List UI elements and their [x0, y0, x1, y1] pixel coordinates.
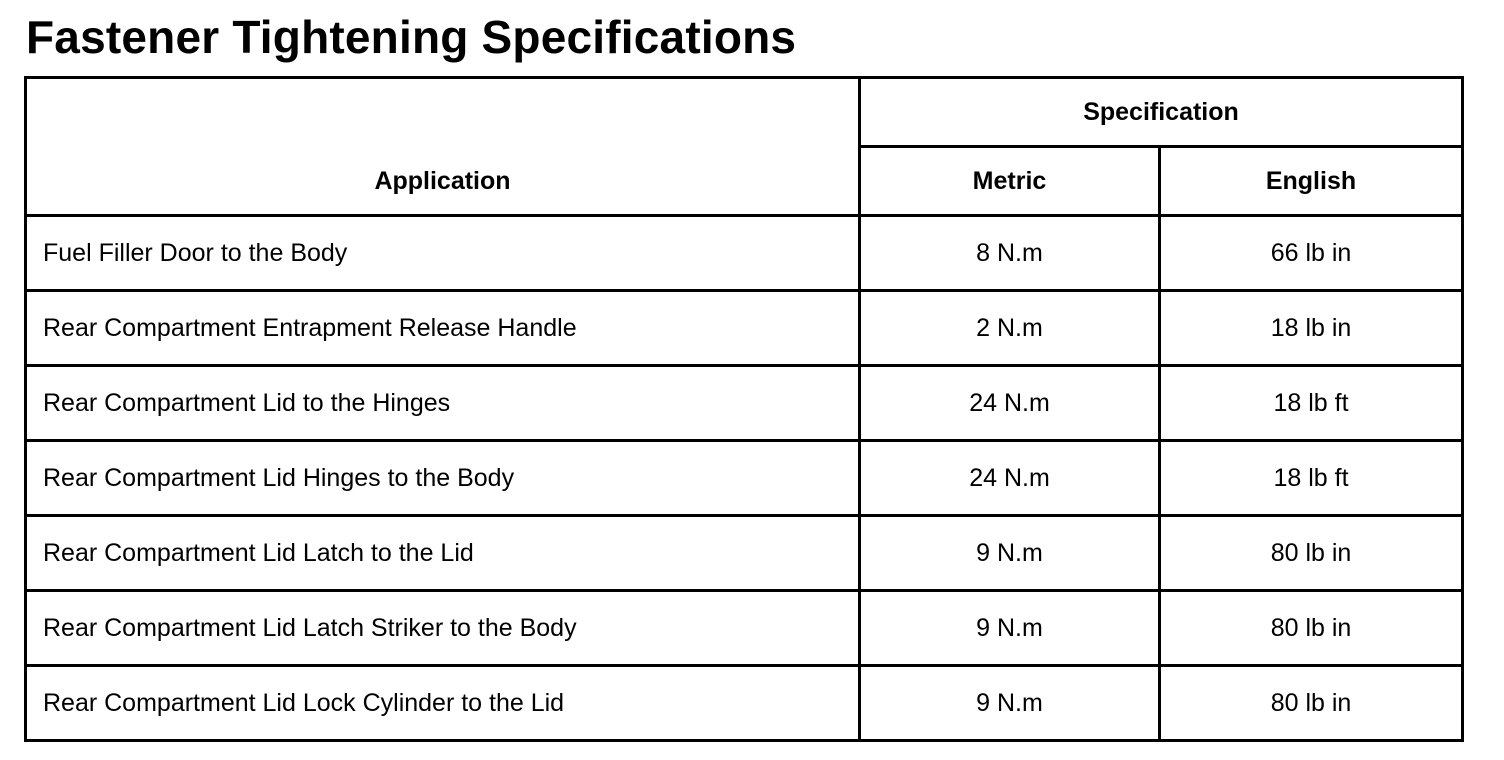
fastener-spec-table — [24, 76, 1464, 742]
metric-cell: 9 N.m — [860, 516, 1160, 591]
application-cell: Rear Compartment Lid Latch Striker to the Body — [26, 591, 860, 666]
application-cell: Rear Compartment Lid Latch to the Lid — [26, 516, 860, 591]
header-row-top — [26, 78, 1463, 147]
application-cell: Rear Compartment Lid Lock Cylinder to the Lid — [26, 666, 860, 741]
table-row — [26, 666, 1463, 741]
table-body — [26, 216, 1463, 741]
table-row — [26, 591, 1463, 666]
application-cell: Rear Compartment Entrapment Release Handle — [26, 291, 860, 366]
english-cell: 18 lb ft — [1160, 441, 1463, 516]
column-header-specification: Specification — [860, 78, 1463, 147]
table-row — [26, 516, 1463, 591]
metric-cell: 2 N.m — [860, 291, 1160, 366]
english-cell: 18 lb in — [1160, 291, 1463, 366]
metric-cell: 9 N.m — [860, 591, 1160, 666]
column-header-application: Application — [26, 78, 860, 216]
table-row — [26, 441, 1463, 516]
english-cell: 66 lb in — [1160, 216, 1463, 291]
metric-cell: 24 N.m — [860, 441, 1160, 516]
english-cell: 80 lb in — [1160, 666, 1463, 741]
column-header-metric: Metric — [860, 147, 1160, 216]
table-row — [26, 216, 1463, 291]
application-cell: Fuel Filler Door to the Body — [26, 216, 860, 291]
application-cell: Rear Compartment Lid Hinges to the Body — [26, 441, 860, 516]
metric-cell: 24 N.m — [860, 366, 1160, 441]
metric-cell: 8 N.m — [860, 216, 1160, 291]
english-cell: 80 lb in — [1160, 591, 1463, 666]
column-header-english: English — [1160, 147, 1463, 216]
table-row — [26, 366, 1463, 441]
english-cell: 18 lb ft — [1160, 366, 1463, 441]
page-title: Fastener Tightening Specifications — [26, 11, 797, 63]
english-cell: 80 lb in — [1160, 516, 1463, 591]
metric-cell: 9 N.m — [860, 666, 1160, 741]
table-header — [26, 78, 1463, 216]
application-cell: Rear Compartment Lid to the Hinges — [26, 366, 860, 441]
table-row — [26, 291, 1463, 366]
